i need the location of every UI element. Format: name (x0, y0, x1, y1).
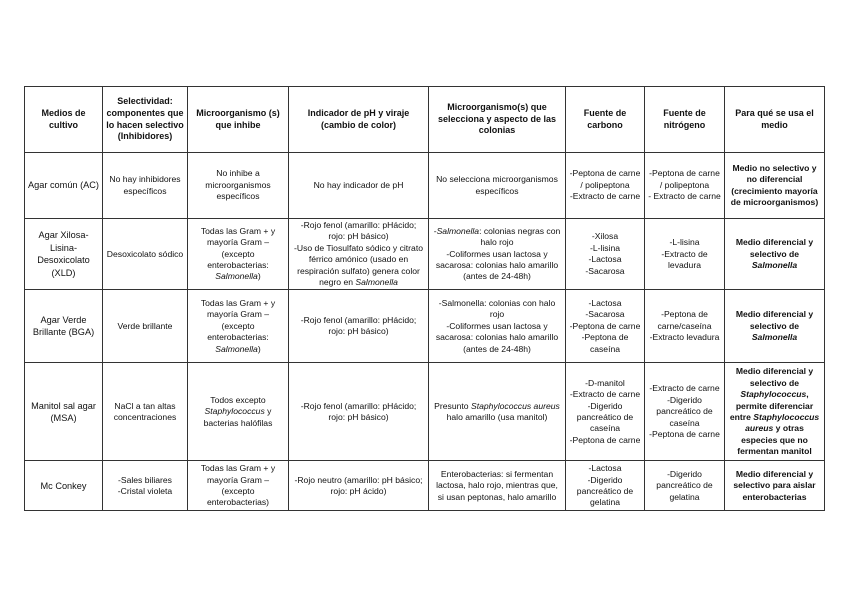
cell-text: halo amarillo (usa manitol) (446, 411, 548, 422)
cell-text: -L-lisina (669, 237, 700, 248)
header-fuente-carbono: Fuente de carbono (566, 87, 645, 153)
cell-carbono (566, 153, 645, 219)
cell-text: -Peptona de carne / polipeptona (649, 168, 720, 190)
cell-text: -Extracto de carne (569, 389, 641, 400)
cell-medio (25, 363, 103, 461)
cell-text: Presunto (434, 400, 471, 411)
cell-text: -Rojo fenol (amarillo: pHácido; rojo: pH básico) (300, 315, 417, 337)
cell-text: (antes de 24-48h) (463, 343, 531, 354)
cell-text: - (433, 225, 437, 236)
cell-text: - Extracto de carne (648, 191, 721, 202)
header-uso: Para qué se usa el medio (725, 87, 825, 153)
cell-indicador (289, 153, 429, 219)
cell-text: Desoxicolato sódico (106, 248, 184, 259)
cell-selectividad (103, 153, 188, 219)
cell-text: Todas las Gram + y mayoría Gram – (excepto enterobacterias: (200, 225, 276, 270)
cell-text: -Lactosa (588, 463, 622, 474)
cell-text: -Sales biliares (118, 474, 172, 485)
cell-text: -Rojo fenol (amarillo: pHácido; rojo: pH básico) (300, 220, 417, 242)
cell-text: -Uso de Tiosulfato sódico y citrato férrico amónico (usado en respiración sulfato) genera color negro en (294, 242, 423, 288)
cell-text: Agar común (AC) (28, 180, 99, 191)
cell-text-italic: Salmonella (215, 343, 258, 354)
cell-text: -Digerido pancreático de gelatina (576, 474, 634, 508)
cell-text-italic: Staphylococcus aureus (470, 400, 560, 411)
cell-uso (725, 290, 825, 363)
cell-text: -Peptona de carne / polipeptona (569, 168, 641, 190)
header-selectividad: Selectividad: componentes que lo hacen selectivo (Inhibidores) (103, 87, 188, 153)
cell-text: -Peptona de carne/caseína (657, 309, 712, 331)
cell-text: -Digerido pancreático de gelatina (656, 468, 713, 502)
table-row (25, 153, 825, 219)
cell-text-italic: Salmonella (355, 277, 398, 288)
cell-uso (725, 461, 825, 511)
cell-text: Enterobacterias: si fermentan lactosa, halo rojo, mientras que, si usan peptonas, halo amarillo (436, 468, 558, 502)
cell-selectividad (103, 219, 188, 290)
cell-text: -Sacarosa (585, 265, 625, 276)
cell-text: -Lactosa (588, 297, 622, 308)
cell-text: : colonias negras con halo rojo (479, 225, 561, 248)
cell-nitrogeno (645, 153, 725, 219)
cell-text: ) (257, 343, 261, 354)
cell-text: Agar Verde Brillante (BGA) (32, 315, 95, 338)
cell-text: -Rojo neutro (amarillo: pH básico; rojo: pH ácido) (294, 474, 423, 496)
table-row (25, 363, 825, 461)
cell-nitrogeno (645, 219, 725, 290)
cell-text: -Extracto de carne (569, 191, 641, 202)
cell-text: -Cristal violeta (117, 485, 173, 496)
cell-text: Verde brillante (117, 320, 173, 331)
cell-text-italic: Salmonella (215, 271, 258, 282)
cell-uso (725, 363, 825, 461)
cell-selecciona (429, 461, 566, 511)
cell-selecciona (429, 219, 566, 290)
header-fuente-nitrogeno: Fuente de nitrógeno (645, 87, 725, 153)
cell-text: y bacterias halófilas (203, 406, 273, 428)
cell-inhibe (188, 363, 289, 461)
cell-text: Mc Conkey (40, 480, 87, 491)
cell-carbono (566, 290, 645, 363)
cell-text: -L-lisina (589, 242, 621, 253)
cell-text: -Rojo fenol (amarillo: pHácido; rojo: pH básico) (300, 400, 417, 422)
cell-text: No hay inhibidores específicos (109, 174, 181, 196)
cell-text: , permite diferenciar entre (729, 389, 814, 422)
cell-indicador (289, 461, 429, 511)
cell-text-italic: Staphylococcus (204, 406, 265, 417)
cell-text: Todos excepto (210, 394, 266, 405)
cell-selecciona (429, 363, 566, 461)
cell-inhibe (188, 153, 289, 219)
cell-carbono (566, 363, 645, 461)
cell-indicador (289, 219, 429, 290)
cell-indicador (289, 363, 429, 461)
cell-text: Manitol sal agar (MSA) (31, 400, 96, 423)
cell-medio (25, 153, 103, 219)
cell-text: -Extracto de carne (649, 383, 720, 394)
cell-text: Agar Xilosa-Lisina-Desoxicolato (XLD) (37, 230, 90, 278)
cell-text-italic: Salmonella (751, 332, 798, 343)
cell-text: -Coliformes usan lactosa y sacarosa: colonias halo amarillo (antes de 24-48h) (435, 248, 559, 282)
cell-text: -Peptona de carne (569, 320, 641, 331)
cell-text-italic: Staphylococcus aureus (745, 411, 820, 434)
cell-text: Medio diferencial y selectivo de (735, 366, 814, 388)
cell-text: No selecciona microorganismos específicos (436, 174, 558, 196)
cell-indicador (289, 290, 429, 363)
cell-text: -Peptona de caseína (581, 332, 629, 354)
cell-text: No hay indicador de pH (313, 179, 404, 190)
cell-text: Todas las Gram + y mayoría Gram – (excepto enterobacterias: (200, 297, 276, 343)
cell-text: -Peptona de carne (569, 434, 641, 445)
cell-selectividad (103, 363, 188, 461)
cell-nitrogeno (645, 290, 725, 363)
cell-text: -Coliformes usan lactosa y sacarosa: colonias halo amarillo (435, 320, 559, 343)
cell-medio (25, 461, 103, 511)
cell-selectividad (103, 290, 188, 363)
cell-text-italic: Staphylococcus (740, 389, 807, 400)
cell-selecciona (429, 153, 566, 219)
cell-text: Todas las Gram + y mayoría Gram – (excepto enterobacterias) (200, 463, 276, 508)
cell-inhibe (188, 219, 289, 290)
header-row (25, 87, 825, 153)
header-inhibe: Microorganismo (s) que inhibe (188, 87, 289, 153)
cell-inhibe (188, 461, 289, 511)
cell-inhibe (188, 290, 289, 363)
cell-nitrogeno (645, 461, 725, 511)
cell-text: Medio diferencial y selectivo de (735, 309, 814, 331)
cell-text: Medio diferencial y selectivo para aislar enterobacterias (733, 468, 816, 502)
cell-text: No inhibe a microorganismos específicos (205, 168, 271, 202)
cell-nitrogeno (645, 363, 725, 461)
cell-uso (725, 219, 825, 290)
cell-selecciona (429, 290, 566, 363)
cell-text: -Xilosa (591, 231, 619, 242)
table-row (25, 290, 825, 363)
cell-text: ) (257, 271, 261, 282)
cell-text: NaCl a tan altas concentraciones (113, 400, 177, 422)
cell-text: -Lactosa (588, 254, 622, 265)
cell-text: -Digerido pancreático de caseína (656, 394, 713, 428)
cell-text: -Extracto levadura (649, 332, 720, 343)
cell-carbono (566, 461, 645, 511)
table-row (25, 461, 825, 511)
cell-medio (25, 290, 103, 363)
cell-carbono (566, 219, 645, 290)
cell-text: -Digerido pancreático de caseína (576, 400, 634, 434)
cell-medio (25, 219, 103, 290)
cell-text: -D-manitol (585, 377, 625, 388)
header-indicador-ph: Indicador de pH y viraje (cambio de color) (289, 87, 429, 153)
cell-text-italic: Salmonella (751, 259, 798, 270)
cell-text: -Salmonella: colonias con halo rojo (438, 297, 556, 320)
cell-selectividad (103, 461, 188, 511)
header-medios: Medios de cultivo (25, 87, 103, 153)
cell-uso (725, 153, 825, 219)
cell-text: -Extracto de levadura (661, 248, 708, 270)
cell-text-italic: Salmonella (436, 225, 480, 236)
cell-text: Medio no selectivo y no diferencial (crecimiento mayoría de microorganismos) (730, 162, 819, 207)
cell-text: -Sacarosa (585, 309, 625, 320)
table-row (25, 219, 825, 290)
culture-media-table (24, 86, 825, 511)
cell-text: Medio diferencial y selectivo de (735, 237, 814, 259)
cell-text: -Peptona de carne (649, 429, 720, 440)
header-selecciona: Microorganismo(s) que selecciona y aspecto de las colonias (429, 87, 566, 153)
cell-text: y otras especies que no fermentan manitol (737, 423, 812, 457)
